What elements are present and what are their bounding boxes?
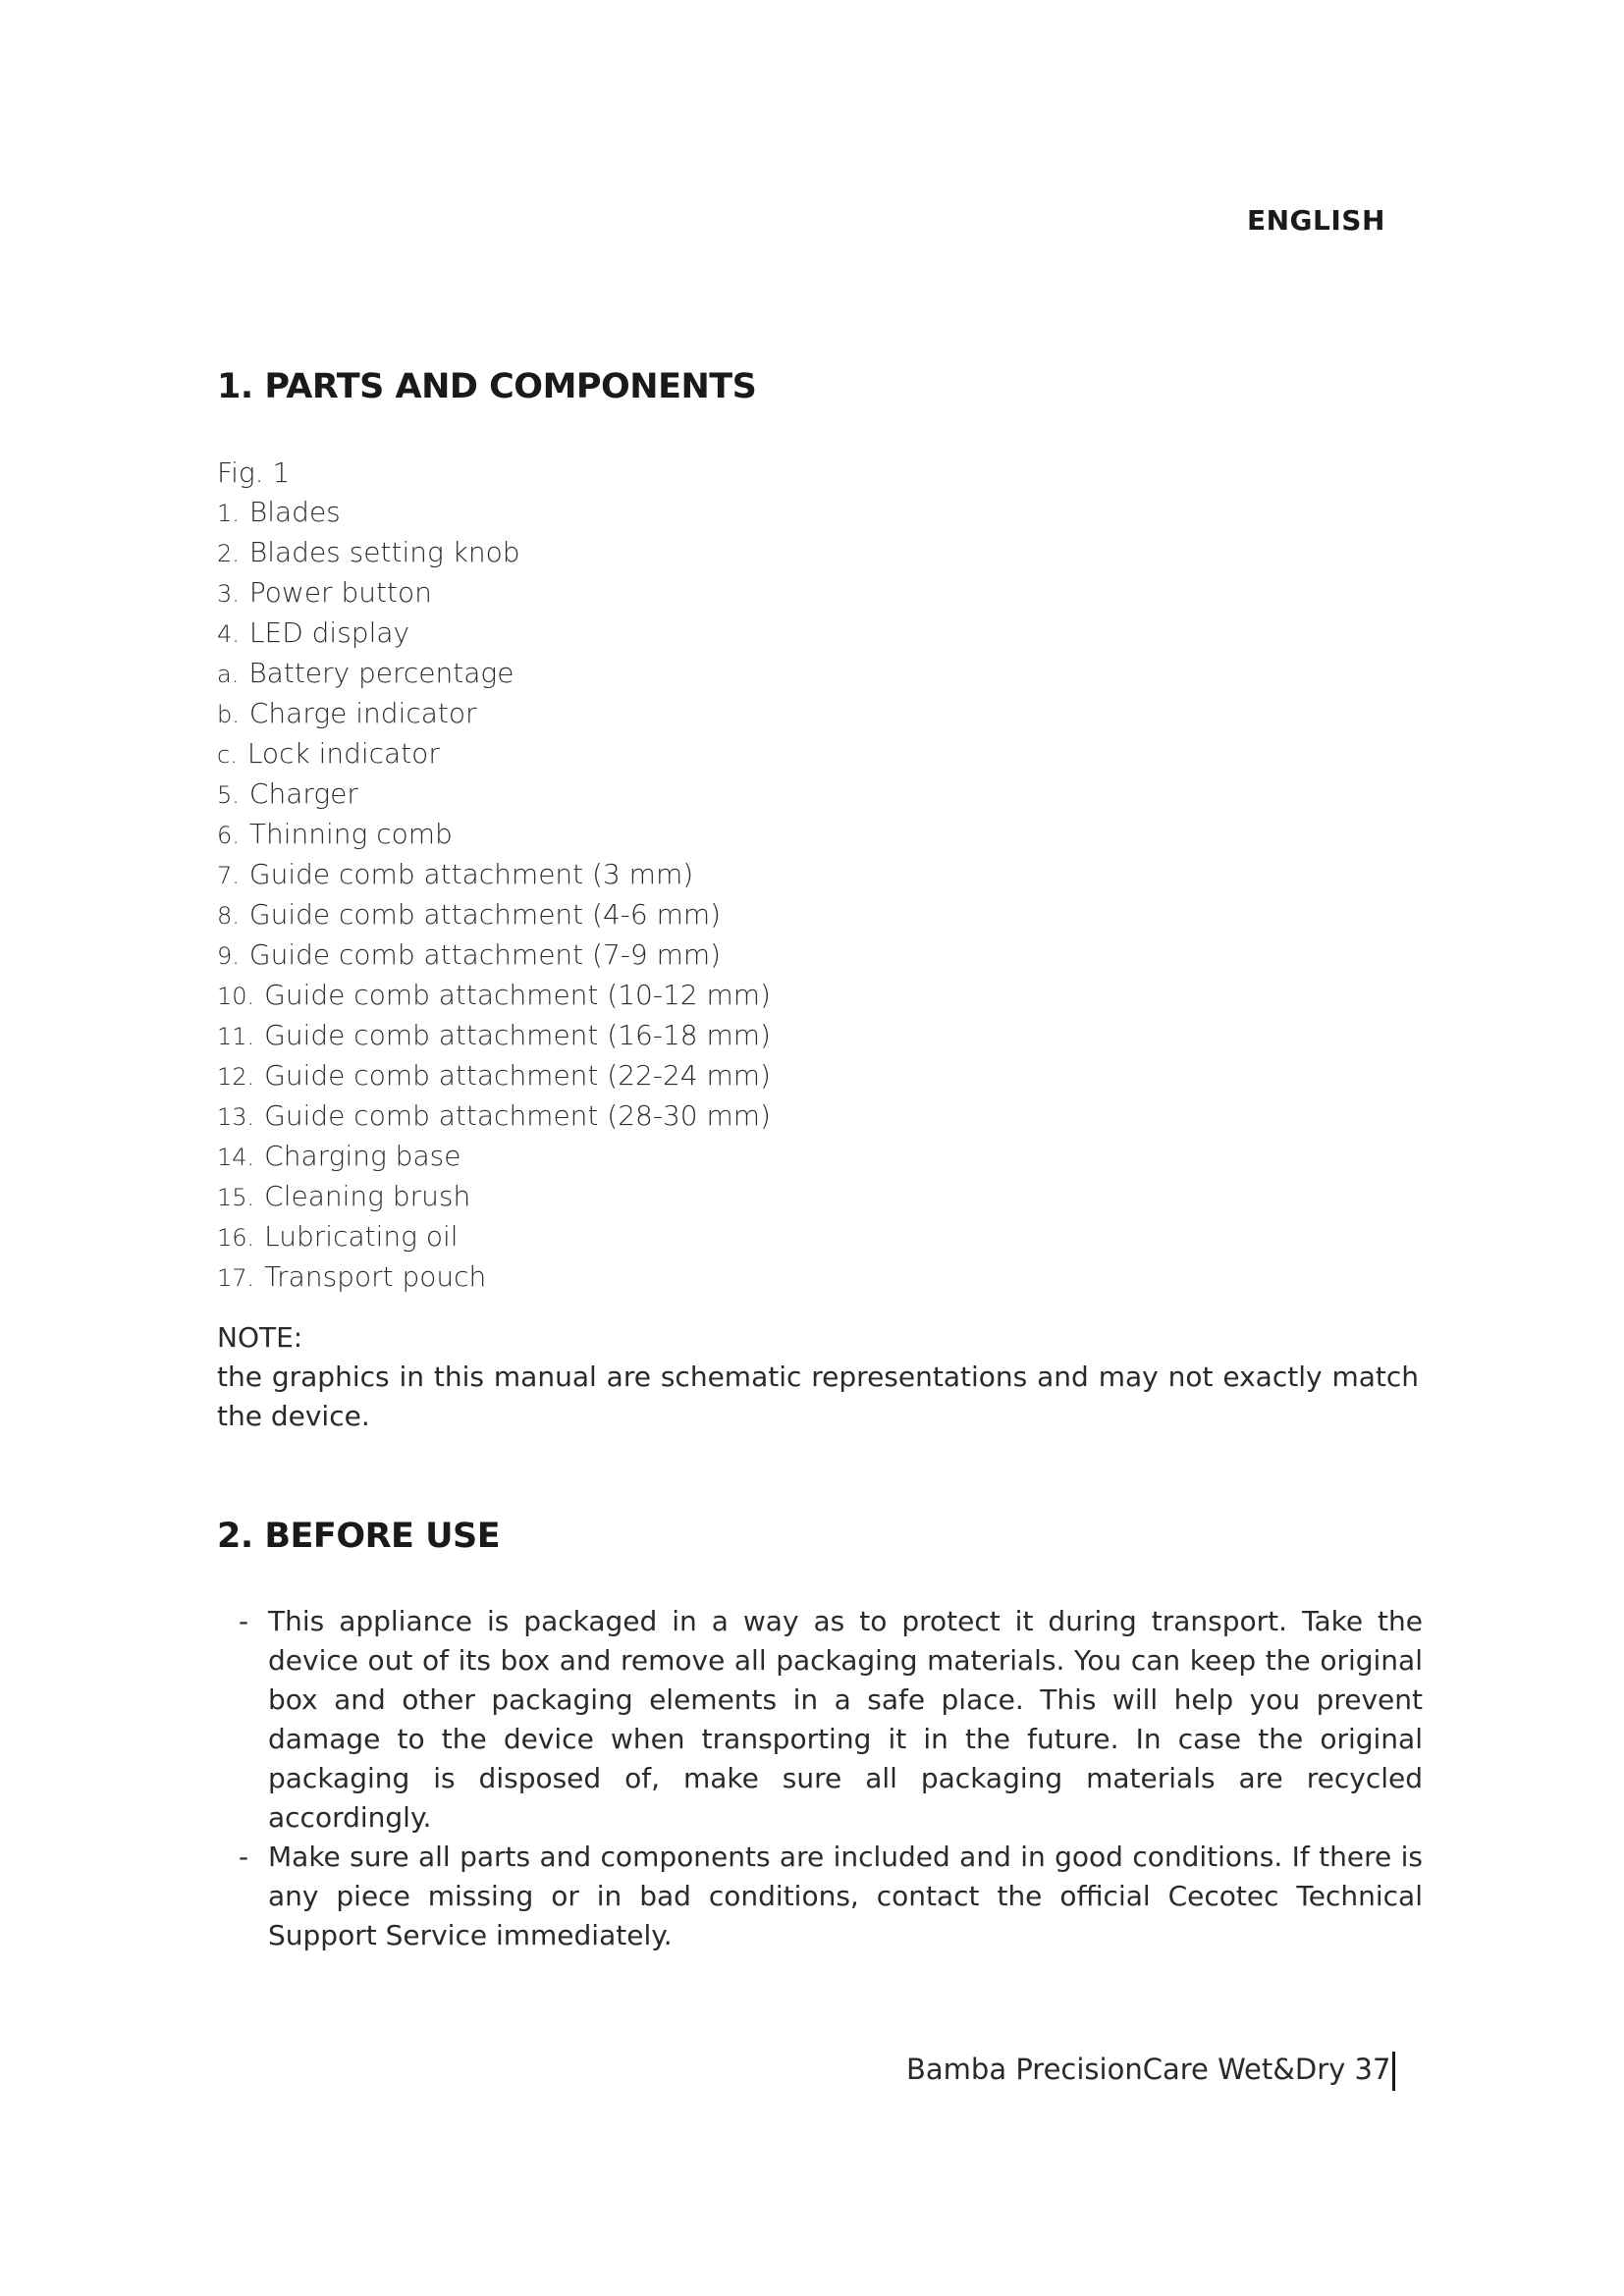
- item-number: 12.: [217, 1063, 255, 1091]
- item-number: 11.: [217, 1023, 255, 1050]
- footer-product-name: Bamba PrecisionCare Wet&Dry: [906, 2053, 1346, 2086]
- dash-bullet: -: [239, 1605, 249, 1637]
- item-number: 8.: [217, 902, 240, 930]
- list-item: [217, 1838, 1423, 1955]
- item-label: Guide comb attachment (10-12 mm): [264, 979, 771, 1011]
- list-item: [217, 855, 771, 895]
- list-item: [217, 976, 771, 1016]
- item-label: Guide comb attachment (28-30 mm): [264, 1099, 771, 1132]
- item-label: Lock indicator: [246, 737, 440, 770]
- item-label: Charging base: [264, 1140, 461, 1172]
- list-item: [217, 935, 771, 976]
- item-label: Guide comb attachment (22-24 mm): [264, 1059, 771, 1092]
- item-label: Thinning comb: [248, 818, 453, 850]
- section-title-parts: 1. PARTS AND COMPONENTS: [217, 367, 757, 406]
- item-number: 15.: [217, 1184, 255, 1211]
- item-number: 5.: [217, 781, 240, 809]
- item-label: Charger: [248, 777, 358, 810]
- item-number: 14.: [217, 1144, 255, 1171]
- note-label: NOTE:: [217, 1321, 303, 1354]
- item-number: a.: [217, 661, 240, 688]
- list-item: [217, 1177, 771, 1217]
- language-label: ENGLISH: [1247, 204, 1385, 237]
- item-number: 1.: [217, 500, 240, 527]
- item-number: 17.: [217, 1264, 255, 1292]
- item-number: 9.: [217, 942, 240, 970]
- item-number: 2.: [217, 540, 240, 567]
- item-label: Lubricating oil: [264, 1220, 459, 1253]
- list-item: [217, 1137, 771, 1177]
- item-number: 6.: [217, 822, 240, 849]
- item-number: 13.: [217, 1103, 255, 1131]
- item-label: Cleaning brush: [264, 1180, 471, 1212]
- list-item: [217, 1016, 771, 1056]
- list-item: [217, 734, 771, 774]
- list-item: [217, 1056, 771, 1096]
- item-label: Battery percentage: [248, 657, 514, 689]
- item-number: 10.: [217, 983, 255, 1010]
- list-item: [217, 1096, 771, 1137]
- page-footer: [906, 2052, 1395, 2091]
- item-label: Transport pouch: [264, 1260, 487, 1293]
- list-item: [217, 654, 771, 694]
- item-number: 4.: [217, 620, 240, 648]
- footer-bar: [1392, 2052, 1395, 2091]
- parts-list: [217, 493, 771, 1298]
- item-label: Power button: [248, 576, 432, 609]
- note-text: the graphics in this manual are schematic representations and may not exactly match the device.: [217, 1361, 1419, 1432]
- parts-list-block: [217, 454, 771, 1298]
- page-number: 37: [1354, 2053, 1391, 2086]
- item-label: Blades setting knob: [248, 536, 520, 568]
- list-item: [217, 1217, 771, 1257]
- list-item: [217, 694, 771, 734]
- item-label: LED display: [248, 616, 410, 649]
- list-item: [217, 774, 771, 815]
- list-item: [217, 573, 771, 614]
- bullet-text: Make sure all parts and components are included and in good conditions. If there is any piece missing or in bad conditions, contact the official Cecotec Technical Support Service immediately.: [268, 1841, 1423, 1951]
- item-label: Guide comb attachment (7-9 mm): [248, 938, 722, 971]
- list-item: [217, 1257, 771, 1298]
- section-title-before-use: 2. BEFORE USE: [217, 1517, 501, 1556]
- bullet-text: This appliance is packaged in a way as to protect it during transport. Take the device out of its box and remove all packaging materials. You can keep the original box and other packaging elements in a safe place. This will help you prevent damage to the device when transporting it in the future. In case the original packaging is disposed of, make sure all packaging materials are recycled accordingly.: [268, 1605, 1423, 1834]
- list-item: [217, 895, 771, 935]
- item-label: Charge indicator: [248, 697, 477, 729]
- item-label: Guide comb attachment (16-18 mm): [264, 1019, 771, 1051]
- before-use-block: [217, 1602, 1423, 1955]
- item-label: Guide comb attachment (3 mm): [248, 858, 694, 890]
- item-number: c.: [217, 741, 238, 769]
- item-number: 3.: [217, 580, 240, 608]
- list-item: [217, 533, 771, 573]
- list-item: [217, 815, 771, 855]
- before-use-list: [217, 1602, 1423, 1955]
- list-item: [217, 493, 771, 533]
- dash-bullet: -: [239, 1841, 249, 1873]
- item-label: Guide comb attachment (4-6 mm): [248, 898, 722, 931]
- list-item: [217, 614, 771, 654]
- list-item: [217, 1602, 1423, 1838]
- item-number: 7.: [217, 862, 240, 889]
- item-number: 16.: [217, 1224, 255, 1252]
- item-number: b.: [217, 701, 240, 728]
- figure-label: Fig. 1: [217, 456, 291, 489]
- note-block: [217, 1318, 1419, 1436]
- item-label: Blades: [248, 496, 341, 528]
